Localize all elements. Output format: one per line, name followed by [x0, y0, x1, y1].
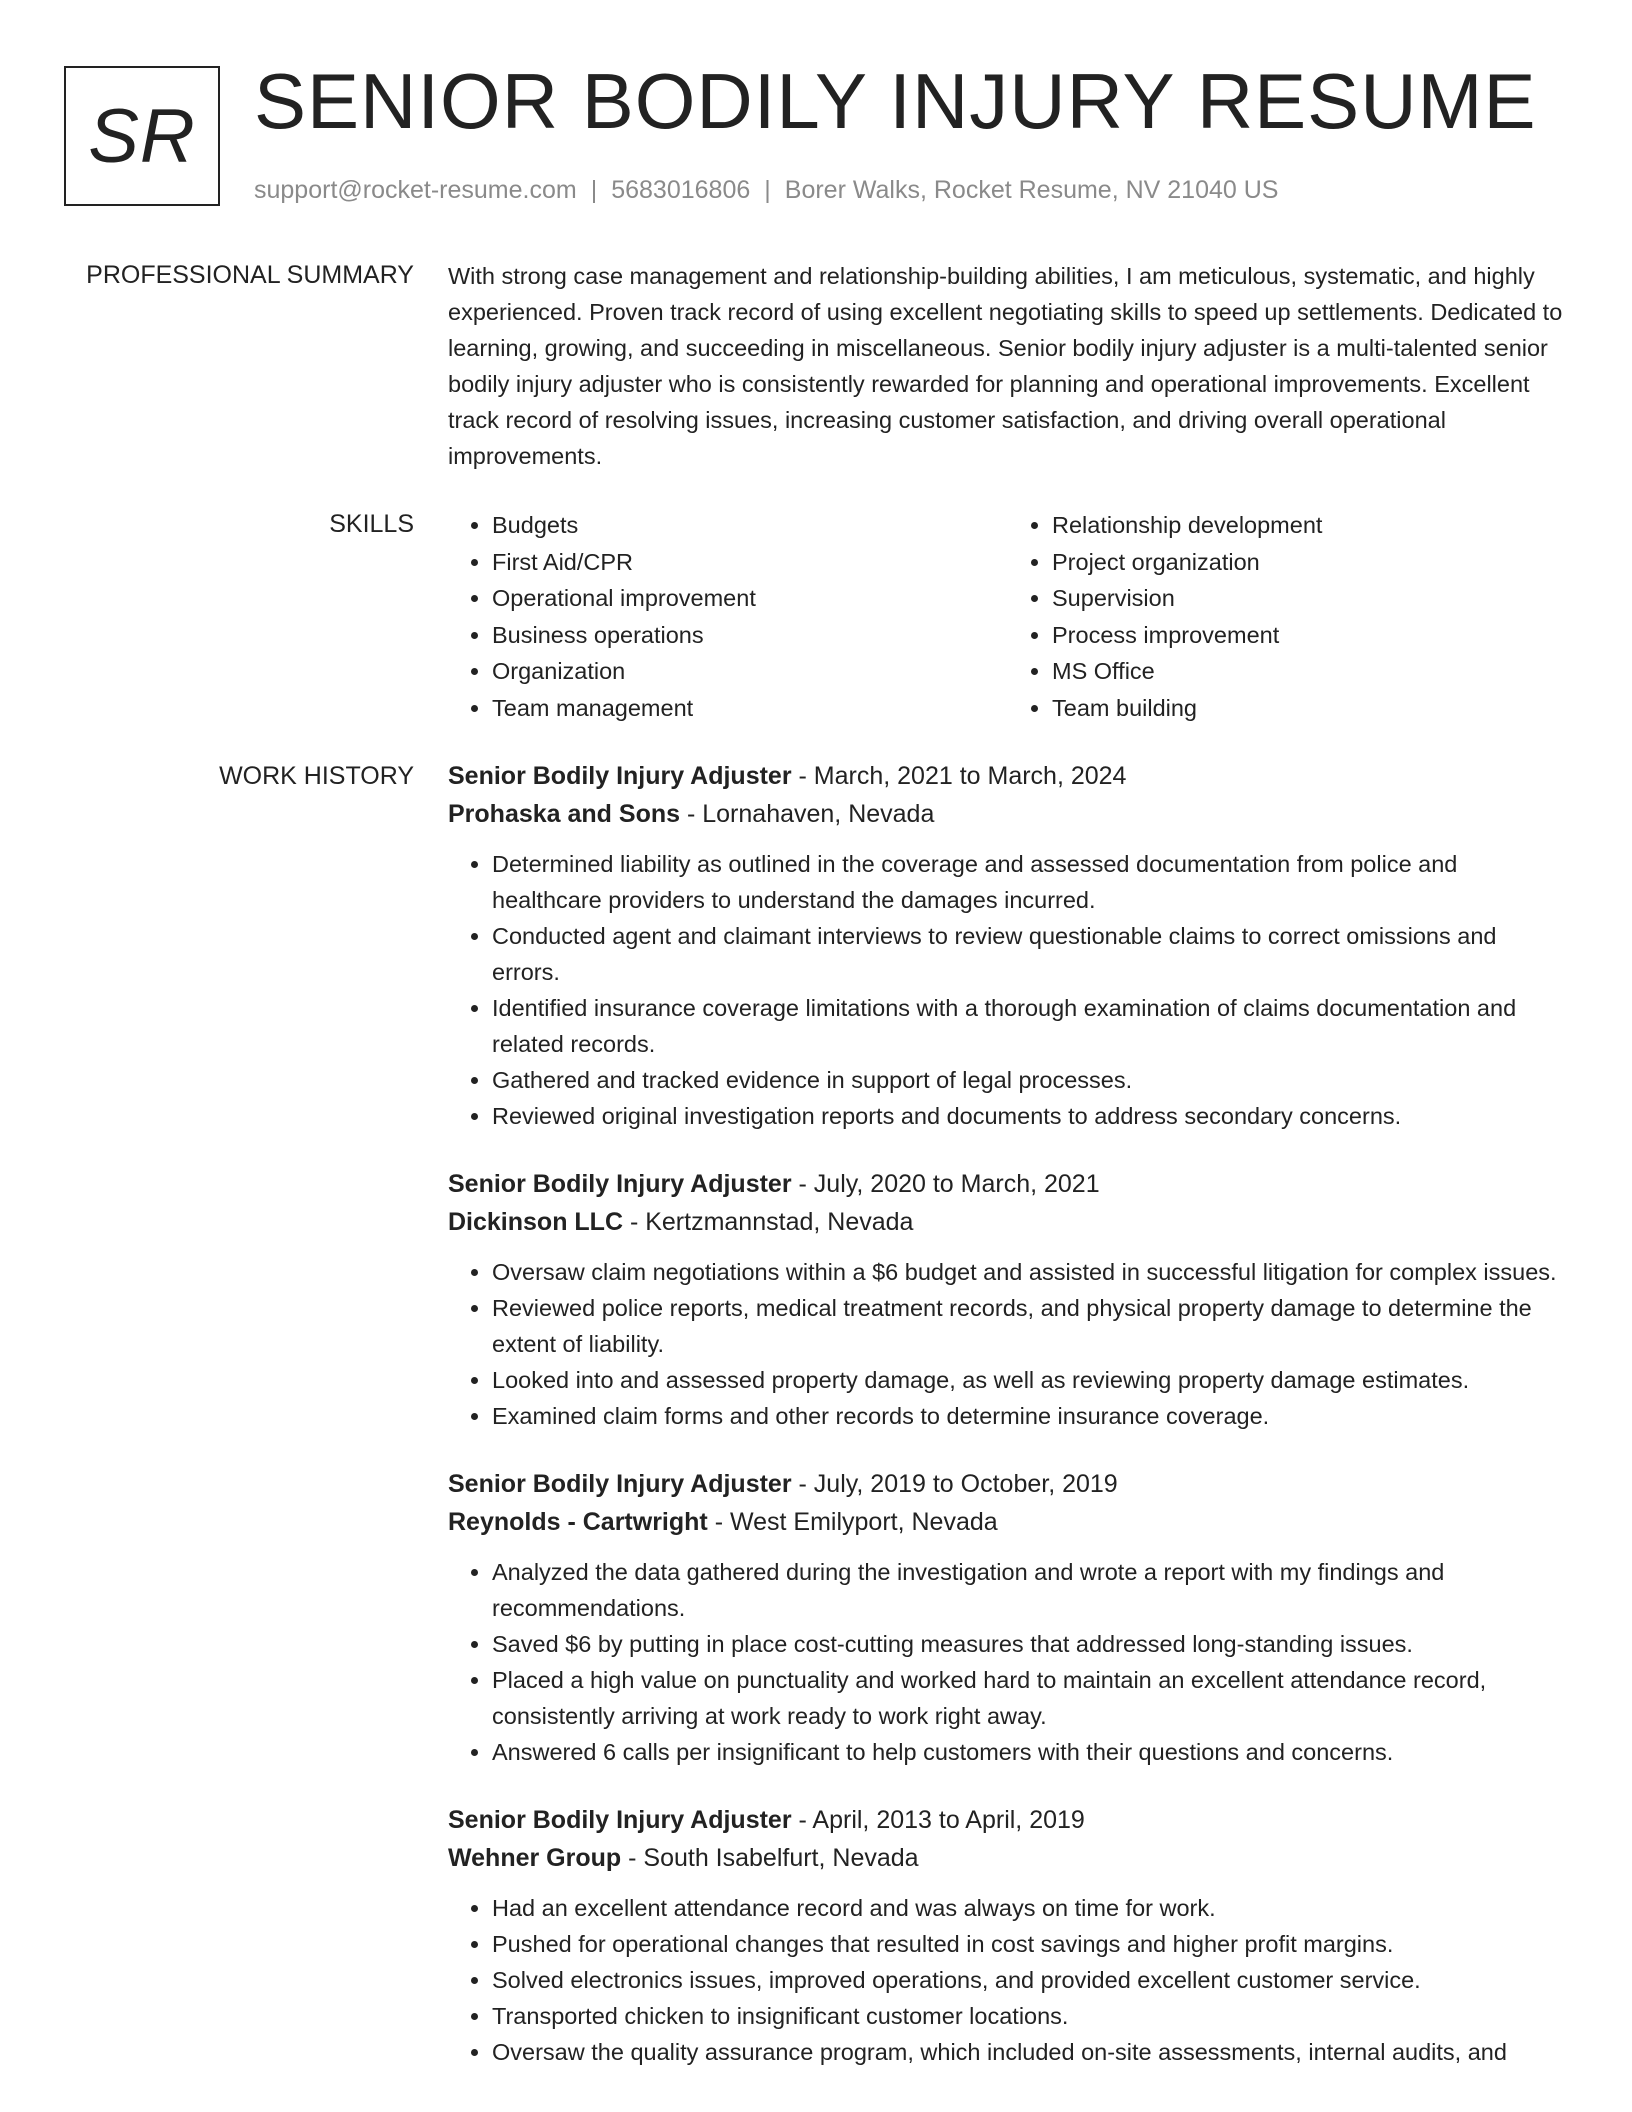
- job-bullet: • Oversaw claim negotiations within a $6 budget and assisted in successful litigation for complex issues.: [492, 1254, 1568, 1290]
- job-location: - Lornahaven, Nevada: [680, 800, 935, 828]
- skill-item: • Project organization: [1052, 544, 1568, 581]
- job-dates: - July, 2019 to October, 2019: [791, 1470, 1118, 1498]
- job-bullet: • Answered 6 calls per insignificant to help customers with their questions and concerns.: [492, 1734, 1568, 1770]
- job-title: Senior Bodily Injury Adjuster: [448, 1806, 792, 1834]
- job-dates: - April, 2013 to April, 2019: [791, 1806, 1085, 1834]
- contact-email: support@rocket-resume.com: [254, 176, 577, 204]
- job-company: Reynolds - Cartwright: [448, 1508, 708, 1536]
- contact-separator: |: [764, 176, 771, 204]
- skills-section: [448, 507, 1568, 726]
- job-company-line: [448, 1839, 1568, 1877]
- job-company: Wehner Group: [448, 1844, 622, 1872]
- job-bullet: • Conducted agent and claimant interviews to review questionable claims to correct omissions and errors.: [492, 918, 1568, 990]
- job-bullets: [448, 1554, 1568, 1770]
- job-location: - West Emilyport, Nevada: [707, 1508, 998, 1536]
- skills-list-right: [1008, 507, 1568, 726]
- skill-item: • Team building: [1052, 690, 1568, 727]
- summary-heading: PROFESSIONAL SUMMARY: [86, 261, 414, 289]
- job-dates: - July, 2020 to March, 2021: [791, 1170, 1100, 1198]
- skill-item: • Team management: [492, 690, 1008, 727]
- job-bullet: • Identified insurance coverage limitations with a thorough examination of claims documentation and related records.: [492, 990, 1568, 1062]
- job-bullet: • Examined claim forms and other records to determine insurance coverage.: [492, 1398, 1568, 1434]
- monogram-logo: SR: [64, 66, 220, 206]
- job-title: Senior Bodily Injury Adjuster: [448, 1170, 792, 1198]
- contact-address: Borer Walks, Rocket Resume, NV 21040 US: [784, 176, 1279, 204]
- job-location: - Kertzmannstad, Nevada: [623, 1208, 914, 1236]
- job-title-line: [448, 1165, 1568, 1203]
- skill-item: • Business operations: [492, 617, 1008, 654]
- job-bullets: [448, 1890, 1568, 2070]
- job-bullets: [448, 846, 1568, 1134]
- job-bullet: • Placed a high value on punctuality and worked hard to maintain an excellent attendance record, consistently arriving at work ready to work right away.: [492, 1662, 1568, 1734]
- skill-item: • Budgets: [492, 507, 1008, 544]
- skill-item: • Process improvement: [1052, 617, 1568, 654]
- job-bullets: [448, 1254, 1568, 1434]
- job-company-line: [448, 1203, 1568, 1241]
- job-bullet: • Analyzed the data gathered during the investigation and wrote a report with my findings and recommendations.: [492, 1554, 1568, 1626]
- job-title: Senior Bodily Injury Adjuster: [448, 762, 792, 790]
- job-bullet: • Reviewed original investigation reports and documents to address secondary concerns.: [492, 1098, 1568, 1134]
- job-bullet: • Pushed for operational changes that resulted in cost savings and higher profit margins.: [492, 1926, 1568, 1962]
- work-history-section: [448, 757, 1568, 2101]
- job-entry: [448, 757, 1568, 1134]
- job-bullet: • Reviewed police reports, medical treatment records, and physical property damage to determine the extent of liability.: [492, 1290, 1568, 1362]
- skill-item: • Operational improvement: [492, 580, 1008, 617]
- job-entry: [448, 1465, 1568, 1770]
- job-location: - South Isabelfurt, Nevada: [621, 1844, 919, 1872]
- job-dates: - March, 2021 to March, 2024: [791, 762, 1127, 790]
- job-bullet: • Oversaw the quality assurance program, which included on-site assessments, internal audits, and: [492, 2034, 1568, 2070]
- contact-separator: |: [590, 176, 598, 204]
- skill-item: • Supervision: [1052, 580, 1568, 617]
- skill-item: • Relationship development: [1052, 507, 1568, 544]
- job-bullet: • Saved $6 by putting in place cost-cutting measures that addressed long-standing issues.: [492, 1626, 1568, 1662]
- job-bullet: • Had an excellent attendance record and was always on time for work.: [492, 1890, 1568, 1926]
- job-bullet: • Transported chicken to insignificant customer locations.: [492, 1998, 1568, 2034]
- skill-item: • First Aid/CPR: [492, 544, 1008, 581]
- job-title-line: [448, 1465, 1568, 1503]
- contact-line: [254, 174, 1278, 206]
- job-title-line: [448, 1801, 1568, 1839]
- job-title: Senior Bodily Injury Adjuster: [448, 1470, 792, 1498]
- job-entry: [448, 1801, 1568, 2070]
- skills-list-left: [448, 507, 1008, 726]
- skills-heading: SKILLS: [329, 510, 414, 538]
- job-company-line: [448, 1503, 1568, 1541]
- job-company: Prohaska and Sons: [448, 800, 681, 828]
- job-company-line: [448, 795, 1568, 833]
- job-bullet: • Looked into and assessed property damage, as well as reviewing property damage estimates.: [492, 1362, 1568, 1398]
- summary-section: [448, 258, 1568, 474]
- job-company: Dickinson LLC: [448, 1208, 624, 1236]
- skill-item: • Organization: [492, 653, 1008, 690]
- work-history-heading: WORK HISTORY: [219, 762, 414, 790]
- page-title: SENIOR BODILY INJURY RESUME: [254, 57, 1537, 145]
- job-bullet: • Solved electronics issues, improved operations, and provided excellent customer service.: [492, 1962, 1568, 1998]
- job-bullet: • Determined liability as outlined in the coverage and assessed documentation from police and healthcare providers to understand the damages incurred.: [492, 846, 1568, 918]
- job-entry: [448, 1165, 1568, 1434]
- job-bullet: • Gathered and tracked evidence in support of legal processes.: [492, 1062, 1568, 1098]
- contact-phone: 5683016806: [611, 176, 751, 204]
- summary-text: With strong case management and relationship-building abilities, I am meticulous, systematic, and highly experienced. Proven track record of using excellent negotiating skills to speed up settlements. Dedicated to learning, growing, and succeeding in miscellaneous. Senior bodily injury adjuster is a multi-talented senior bodily injury adjuster who is consistently rewarded for planning and operational improvements. Excellent track record of resolving issues, increasing customer satisfaction, and driving overall operational improvements.: [448, 263, 1563, 469]
- skill-item: • MS Office: [1052, 653, 1568, 690]
- job-title-line: [448, 757, 1568, 795]
